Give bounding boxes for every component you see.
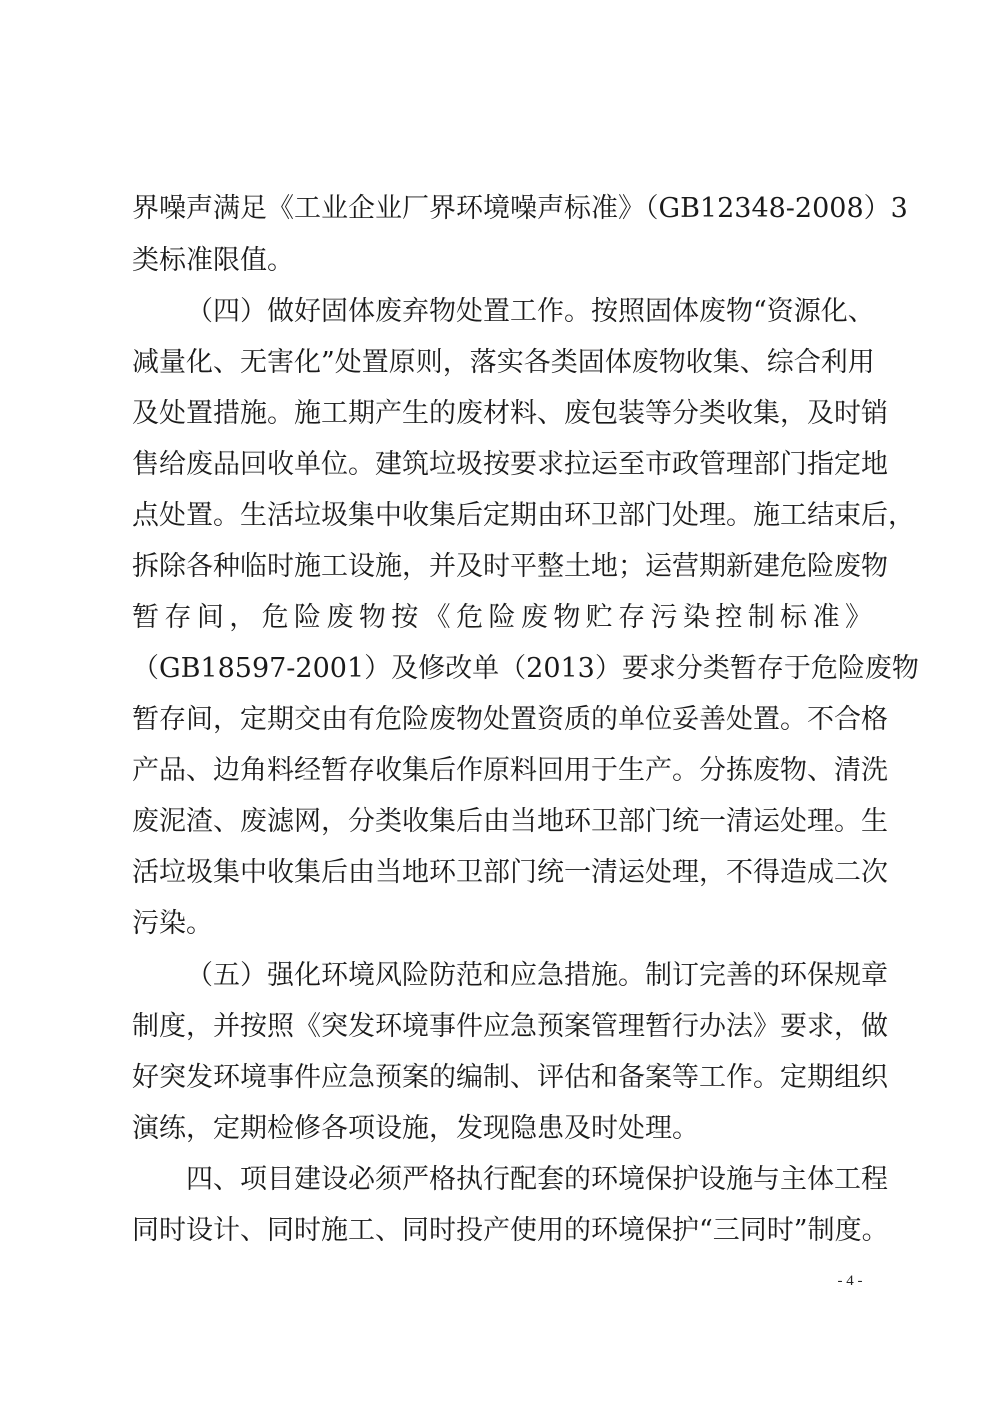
text-line: 类标准限值。 [132,245,294,276]
text-line: 界噪声满足《工业企业厂界环境噪声标准》（GB12348-2008）3 [132,193,908,224]
text-line: 点处置。生活垃圾集中收集后定期由环卫部门处理。施工结束后， [132,500,915,531]
text-line: 制度，并按照《突发环境事件应急预案管理暂行办法》要求，做 [132,1011,888,1042]
text-line: 及处置措施。施工期产生的废材料、废包装等分类收集，及时销 [132,398,888,429]
text-line: 同时设计、同时施工、同时投产使用的环境保护“三同时”制度。 [132,1215,889,1246]
text-line: 演练，定期检修各项设施，发现隐患及时处理。 [132,1113,699,1144]
text-line: 废泥渣、废滤网，分类收集后由当地环卫部门统一清运处理。生 [132,806,888,837]
text-line: 减量化、无害化”处置原则，落实各类固体废物收集、综合利用 [132,347,875,378]
text-line: （GB18597-2001）及修改单（2013）要求分类暂存于危险废物 [132,653,919,684]
paragraph-heading: （五）强化环境风险防范和应急措施。制订完善的环保规章 [186,960,888,991]
text-line: 拆除各种临时施工设施，并及时平整土地；运营期新建危险废物 [132,551,888,582]
page-number: - 4 - [837,1273,863,1289]
paragraph-heading: 四、项目建设必须严格执行配套的环境保护设施与主体工程 [186,1164,888,1195]
text-line: 暂存间，定期交由有危险废物处置资质的单位妥善处置。不合格 [132,704,888,735]
text-line: 产品、边角料经暂存收集后作原料回用于生产。分拣废物、清洗 [132,755,888,786]
text-line: 暂存间，危险废物按《危险废物贮存污染控制标准》 [132,602,872,633]
text-line: 污染。 [132,908,213,939]
text-line: 售给废品回收单位。建筑垃圾按要求拉运至市政管理部门指定地 [132,449,888,480]
text-line: 好突发环境事件应急预案的编制、评估和备案等工作。定期组织 [132,1062,888,1093]
text-line: 活垃圾集中收集后由当地环卫部门统一清运处理，不得造成二次 [132,857,888,888]
paragraph-heading: （四）做好固体废弃物处置工作。按照固体废物“资源化、 [186,296,875,327]
